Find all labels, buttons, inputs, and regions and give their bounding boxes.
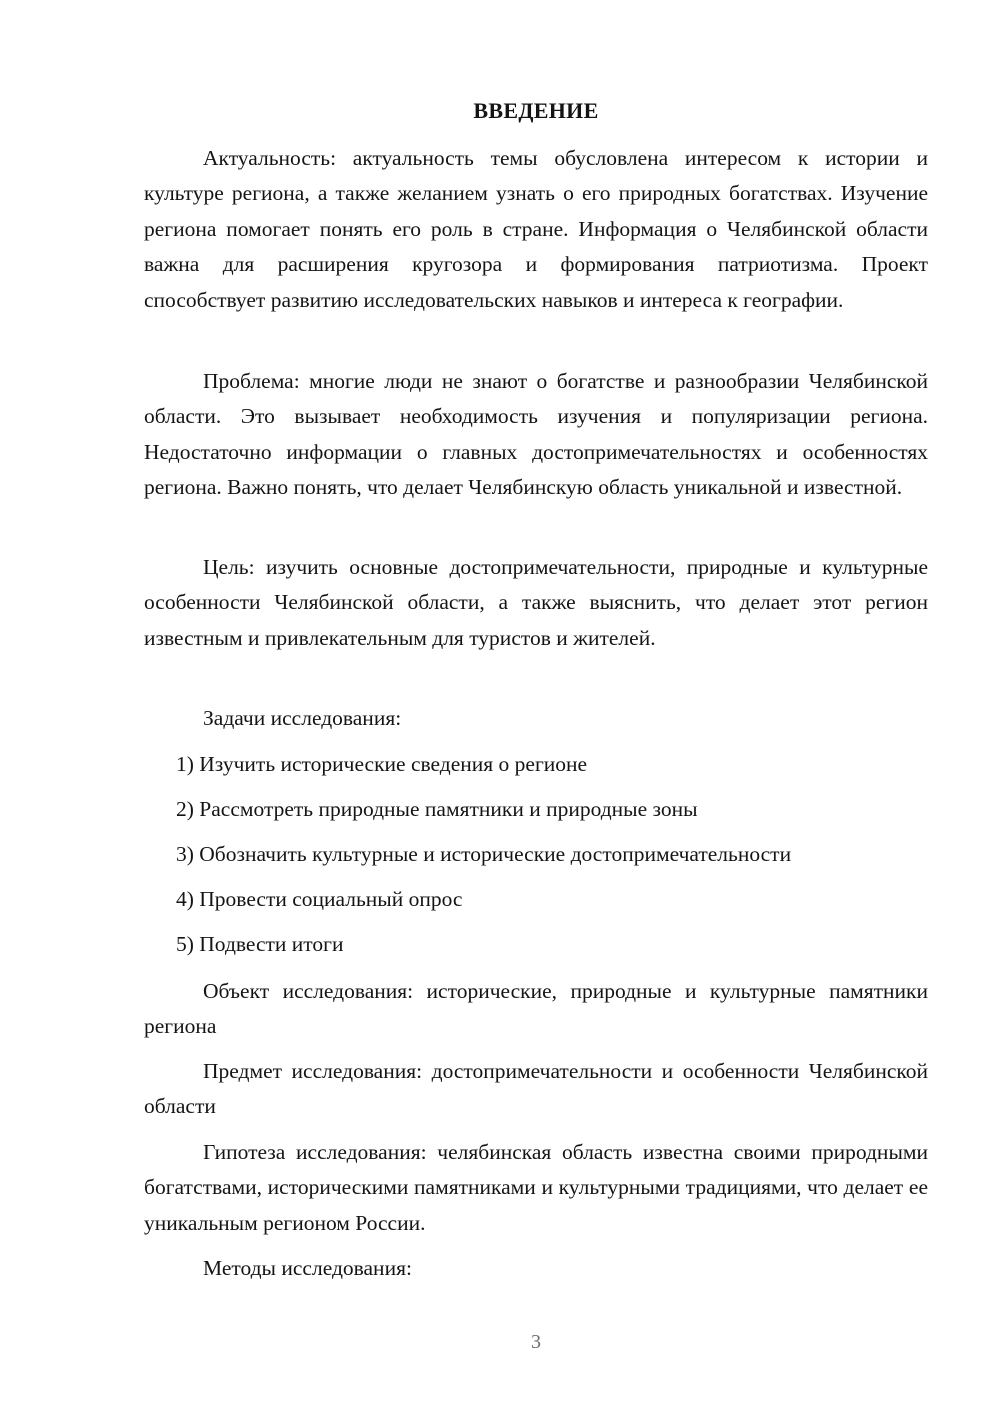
task-item-1: 1) Изучить исторические сведения о регионе — [176, 752, 588, 776]
tasks-heading: Задачи исследования: — [203, 706, 402, 730]
task-item-3: 3) Обозначить культурные и исторические достопримечательности — [176, 842, 792, 866]
problem-paragraph: Проблема: многие люди не знают о богатстве и разнообразии Челябинской области. Это вызывает необходимость изучения и популяризации региона. Недостаточно информации о главных достопримечательностях и особенностях региона. Важно понять, что делает Челябинскую область уникальной и известной. — [144, 369, 928, 500]
goal-paragraph: Цель: изучить основные достопримечательности, природные и культурные особенности Челябинской области, а также выяснить, что делает этот регион известным и привлекательным для туристов и жителей. — [144, 555, 928, 650]
relevance-paragraph: Актуальность: актуальность темы обусловлена интересом к истории и культуре региона, а также желанием узнать о его природных богатствах. Изучение региона помогает понять его роль в стране. Информация о Челябинской области важна для расширения кругозора и формирования патриотизма. Проект способствует развитию исследовательских навыков и интереса к географии. — [144, 146, 928, 312]
section-heading: ВВЕДЕНИЕ — [473, 98, 599, 123]
task-item-4: 4) Провести социальный опрос — [176, 887, 463, 911]
object-paragraph: Объект исследования: исторические, природные и культурные памятники региона — [144, 979, 928, 1039]
methods-heading: Методы исследования: — [203, 1256, 412, 1280]
subject-paragraph: Предмет исследования: достопримечательности и особенности Челябинской области — [144, 1059, 928, 1119]
hypothesis-paragraph: Гипотеза исследования: челябинская область известна своими природными богатствами, историческими памятниками и культурными традициями, что делает ее уникальным регионом России. — [144, 1140, 928, 1235]
page-number: 3 — [531, 1331, 541, 1353]
task-item-5: 5) Подвести итоги — [176, 932, 344, 956]
task-item-2: 2) Рассмотреть природные памятники и природные зоны — [176, 797, 698, 821]
